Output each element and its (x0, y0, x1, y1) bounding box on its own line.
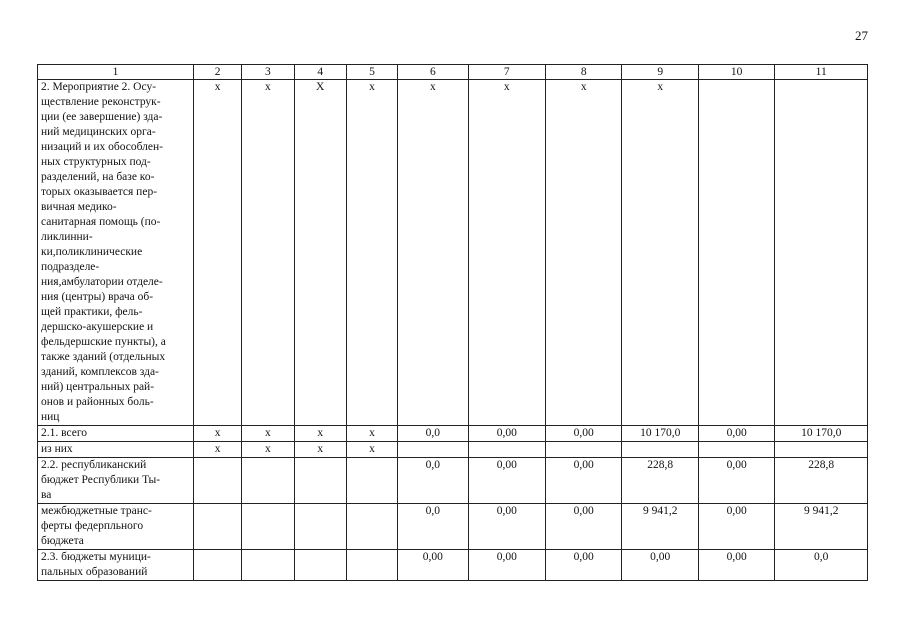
table-cell: 0,00 (546, 426, 622, 442)
table-cell (193, 458, 241, 504)
table-cell: х (294, 426, 346, 442)
column-header-5: 5 (346, 65, 397, 80)
table-cell (698, 442, 774, 458)
table-cell-description: 2.3. бюджеты муници- пальных образований (38, 550, 194, 581)
table-row (38, 550, 868, 581)
table-cell: 0,00 (468, 504, 545, 550)
table-cell (294, 550, 346, 581)
table-cell (346, 504, 397, 550)
table-cell: 0,00 (468, 550, 545, 581)
table-cell: 0,00 (698, 458, 774, 504)
table-cell: 10 170,0 (622, 426, 698, 442)
column-header-3: 3 (242, 65, 294, 80)
table-cell: 0,00 (546, 504, 622, 550)
table-cell (193, 504, 241, 550)
table-cell (775, 80, 868, 426)
table-cell: 0,00 (622, 550, 698, 581)
table-cell: х (622, 80, 698, 426)
table-cell: х (242, 80, 294, 426)
table-cell: х (242, 442, 294, 458)
table-cell (398, 442, 468, 458)
table-cell: 0,00 (468, 458, 545, 504)
table-cell: х (193, 80, 241, 426)
table-cell (242, 458, 294, 504)
column-header-11: 11 (775, 65, 868, 80)
table-cell: х (294, 442, 346, 458)
table-cell: х (346, 442, 397, 458)
table-cell: х (346, 80, 397, 426)
column-header-2: 2 (193, 65, 241, 80)
table-cell: х (546, 80, 622, 426)
table-cell (242, 550, 294, 581)
table-cell: 228,8 (622, 458, 698, 504)
table-cell: 9 941,2 (622, 504, 698, 550)
table-cell (242, 504, 294, 550)
table-cell: 0,0 (775, 550, 868, 581)
table-cell: 0,00 (698, 426, 774, 442)
table-cell (294, 504, 346, 550)
column-header-6: 6 (398, 65, 468, 80)
table-row (38, 442, 868, 458)
table-cell-description: из них (38, 442, 194, 458)
table-cell: 0,00 (698, 504, 774, 550)
table-cell: 10 170,0 (775, 426, 868, 442)
table-cell: 9 941,2 (775, 504, 868, 550)
table-cell: х (346, 426, 397, 442)
table-cell (775, 442, 868, 458)
table-row (38, 426, 868, 442)
table-cell: х (398, 80, 468, 426)
table-cell: 0,00 (468, 426, 545, 442)
table-cell (698, 80, 774, 426)
table-cell: Х (294, 80, 346, 426)
table-cell: х (193, 426, 241, 442)
table-cell: 228,8 (775, 458, 868, 504)
table-cell: 0,00 (546, 458, 622, 504)
table-cell (346, 458, 397, 504)
table-cell (468, 442, 545, 458)
table-cell: 0,0 (398, 458, 468, 504)
table-row (38, 504, 868, 550)
table-cell (622, 442, 698, 458)
table-cell-description: 2.1. всего (38, 426, 194, 442)
table-cell: х (242, 426, 294, 442)
table-row (38, 80, 868, 426)
table-cell: х (468, 80, 545, 426)
table-cell: 0,0 (398, 504, 468, 550)
table-cell: 0,0 (398, 426, 468, 442)
column-header-1: 1 (38, 65, 194, 80)
table-cell: х (193, 442, 241, 458)
table-cell (546, 442, 622, 458)
column-header-4: 4 (294, 65, 346, 80)
table-cell: 0,00 (698, 550, 774, 581)
header-row (38, 65, 868, 80)
table-cell (294, 458, 346, 504)
table-row (38, 458, 868, 504)
table-cell (193, 550, 241, 581)
column-header-9: 9 (622, 65, 698, 80)
table-cell-description: межбюджетные транс- ферты федерпльного бюджета (38, 504, 194, 550)
table-cell: 0,00 (398, 550, 468, 581)
table-cell: 0,00 (546, 550, 622, 581)
column-header-7: 7 (468, 65, 545, 80)
table-cell (346, 550, 397, 581)
budget-table (37, 64, 868, 581)
column-header-10: 10 (698, 65, 774, 80)
column-header-8: 8 (546, 65, 622, 80)
table-cell-description: 2. Мероприятие 2. Осу- ществление реконструк- ции (ее завершение) зда- ний медицинских орга- низаций и их обособлен- ных структурных под- разделений, на базе ко- торых оказывается пер- вичная медико- санитарная помощь (по- ликлинни- ки,поликлинические подразделе- ния,амбулатории отделе- ния (центры) врача об- щей практики, фель- дершско-акушерские и фельдершские пункты), а также зданий (отдельных зданий, комплексов зда- ний) центральных рай- онов и районных боль- ниц (38, 80, 194, 426)
table-cell-description: 2.2. республиканский бюджет Республики Ты- ва (38, 458, 194, 504)
page-number: 27 (855, 28, 868, 43)
